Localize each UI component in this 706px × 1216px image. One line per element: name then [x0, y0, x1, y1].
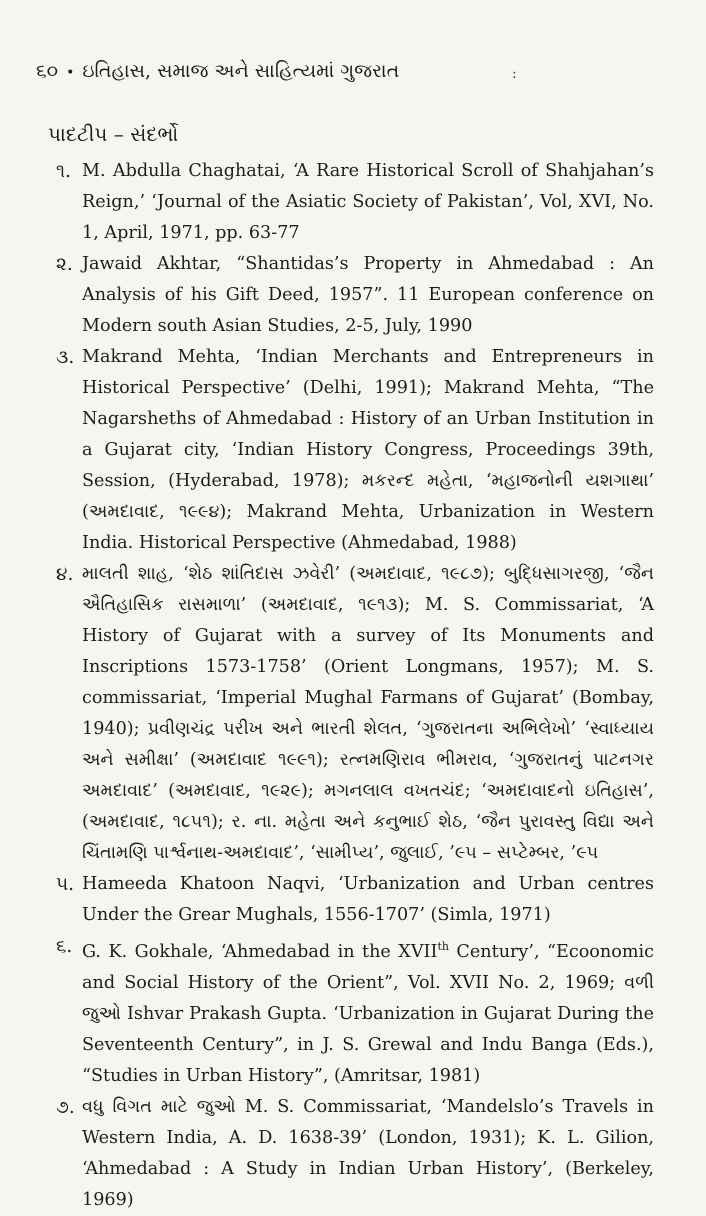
footnote-item [56, 1092, 654, 1216]
footnote-text: M. Abdulla Chaghatai, ‘A Rare Historical Scroll of Shahjahan’s Reign,’ ‘Journal of the Asiatic Society of Pakistan’, Vol, XVI, No. 1, April, 1971, pp. 63-77 [82, 161, 654, 243]
footnote-number: ૭. [56, 1096, 75, 1118]
footnote-item [56, 156, 654, 249]
footnote-text-part: Century’, “Ecoonomic and Social History of the Orient”, Vol. XVII No. 2, 1969; વળી જુઓ Ishvar Prakash Gupta. ‘Urbanization in Gujarat During the Seventeenth Century”, in J. S. Grewal and Indu Banga (Eds.), “Studies in Urban History”, (Amritsar, 1981) [82, 941, 654, 1086]
footnote-text: Jawaid Akhtar, “Shantidas’s Property in Ahmedabad : An Analysis of his Gift Deed, 1957”. 11 European conference on Modern south Asian Studies, 2-5, July, 1990 [82, 254, 654, 336]
page-number: ૬૦ [36, 60, 59, 82]
footnote-number: ૪. [56, 564, 74, 585]
footnote-text: Hameeda Khatoon Naqvi, ‘Urbanization and Urban centres Under the Grear Mughals, 1556-1707’ (Simla, 1971) [82, 874, 654, 925]
footnote-number: ૫. [56, 874, 75, 895]
footnote-text: વધુ વિગત માટે જુઓ M. S. Commissariat, ‘Mandelslo’s Travels in Western India, A. D. 1638-39’ (London, 1931); K. L. Gilion, ‘Ahmedabad : A Study in Indian Urban History’, (Berkeley, 1969) [82, 1096, 654, 1210]
page-speck: : [512, 66, 517, 82]
footnote-item [56, 342, 654, 559]
footnote-list [56, 156, 654, 1216]
footnote-text-part: G. K. Gokhale, ‘Ahmedabad in the XVII [82, 941, 438, 962]
running-title: ઇતિહાસ, સમાજ અને સાહિત્યમાં ગુજરાત [82, 60, 400, 82]
footnote-item [56, 931, 654, 1092]
footnote-item [56, 869, 654, 931]
superscript: th [437, 940, 449, 953]
footnote-item [56, 249, 654, 342]
footnote-number: ૩. [56, 347, 75, 368]
bullet-icon: • [66, 65, 75, 81]
footnote-number: ૨. [56, 254, 73, 275]
footnote-item [56, 559, 654, 869]
footnote-text: માલતી શાહ, ‘શેઠ શાંતિદાસ ઝવેરી’ (અમદાવાદ, ૧૯૮૭); બુદ્ધિસાગરજી, ‘જૈન ઐતિહાસિક રાસમાળા’ (અમદાવાદ, ૧૯૧૩); M. S. Commissariat, ‘A History of Gujarat with a survey of Its Monuments and Inscriptions 1573-1758’ (Orient Longmans, 1957); M. S. commissariat, ‘Imperial Mughal Farmans of Gujarat’ (Bombay, 1940); પ્રવીણચંદ્ર પરીખ અને ભારતી શેલત, ‘ગુજરાતના અભિલેખો’ ‘સ્વાધ્યાય અને સમીક્ષા’ (અમદાવાદ ૧૯૯૧); રત્નમણિરાવ ભીમરાવ, ‘ગુજરાતનું પાટનગર અમદાવાદ’ (અમદાવાદ, ૧૯૨૯); મગનલાલ વખતચંદ; ‘અમદાવાદનો ઇતિહાસ’, (અમદાવાદ, ૧૮૫૧); ર. ના. મહેતા અને કનુભાઈ શેઠ, ‘જૈન પુરાવસ્તુ વિદ્યા અને ચિંતામણિ પાર્શ્વનાથ-અમદાવાદ’, ‘સામીપ્ય’, જુલાઈ, ’૯૫ – સપ્ટેમ્બર, ’૯૫ [82, 564, 654, 863]
footnote-number: ૬. [56, 936, 73, 957]
running-header [36, 58, 654, 86]
footnote-text [82, 931, 654, 1092]
section-title: પાદટીપ – સંદર્ભો [48, 122, 179, 146]
footnote-number: ૧. [56, 161, 71, 182]
footnote-text: Makrand Mehta, ‘Indian Merchants and Entrepreneurs in Historical Perspective’ (Delhi, 1991); Makrand Mehta, “The Nagarsheths of Ahmedabad : History of an Urban Institution in a Gujarat city, ‘Indian History Congress, Proceedings 39th, Session, (Hyderabad, 1978); મકરન્દ મહેતા, ‘મહાજનોની યશગાથા’ (અમદાવાદ, ૧૯૯૪); Makrand Mehta, Urbanization in Western India. Historical Perspective (Ahmedabad, 1988) [82, 347, 654, 553]
